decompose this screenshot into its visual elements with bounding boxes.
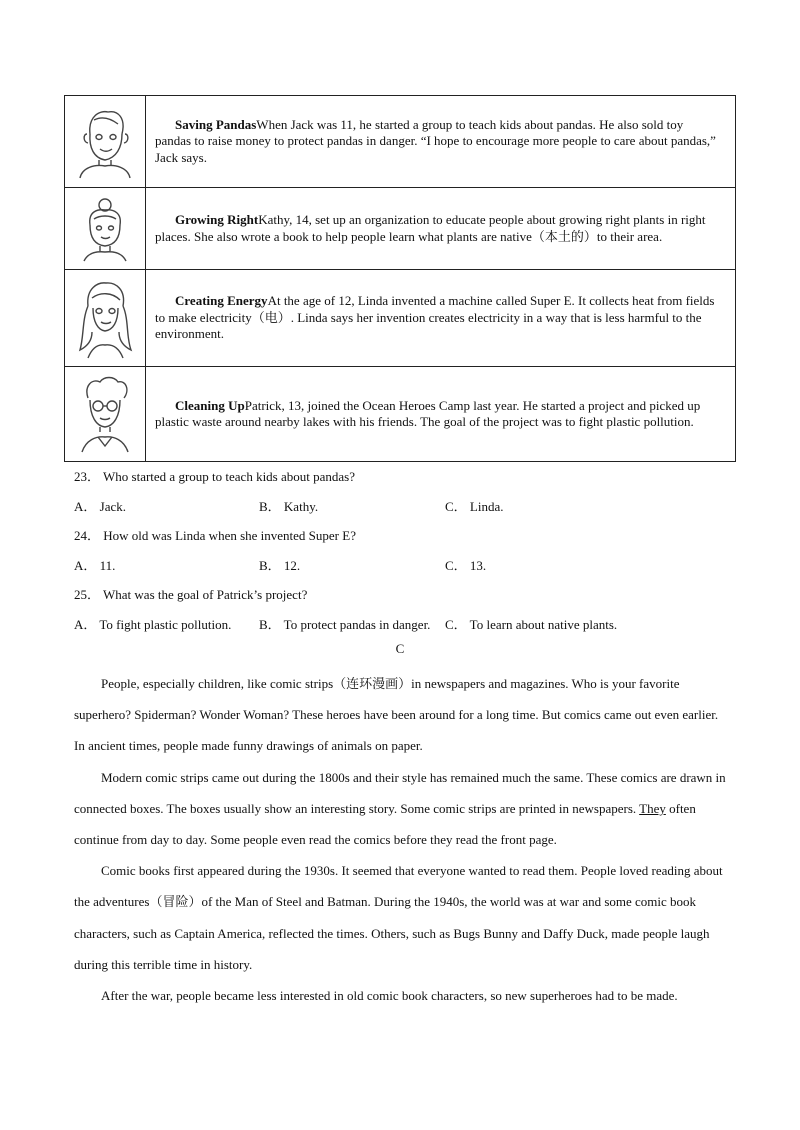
boy-portrait-icon (70, 104, 140, 180)
underlined-word: They (639, 800, 666, 816)
kid-text: At the age of 12, Linda invented a machine called Super E. It collects heat from fields to make electricity（电）. Linda says her invention creates electricity in a way that is less harmful to the environment. (155, 293, 715, 342)
paragraph-2 (74, 762, 730, 856)
option-24-a[interactable]: A． 11. (74, 558, 116, 573)
portrait-cell (65, 96, 146, 188)
girl-bun-portrait-icon (74, 195, 136, 263)
boy-glasses-portrait-icon (74, 374, 136, 454)
kid-text: When Jack was 11, he started a group to teach kids about pandas. He also sold toy pandas to raise money to protect pandas in danger. “I hope to encourage more people to care about pandas,” Jack says. (155, 116, 716, 165)
kid-title: Cleaning Up (175, 397, 245, 413)
option-25-a[interactable]: A． To fight plastic pollution. (74, 617, 232, 632)
option-24-c[interactable]: C． 13. (445, 558, 487, 573)
section-letter: C (395, 641, 405, 656)
paragraph-1: People, especially children, like comic strips（连环漫画）in newspapers and magazines. Who is your favorite superhero? Spiderman? Wonder Woman? These heroes have been around for a long time. But comics came out even earlier. In ancient times, people made funny drawings of animals on paper. (74, 676, 719, 754)
option-23-a[interactable]: A． Jack. (74, 499, 126, 514)
portrait-cell (65, 270, 146, 367)
kid-description (146, 270, 736, 367)
table-row (65, 270, 736, 367)
girl-long-hair-portrait-icon (74, 276, 136, 360)
option-25-b[interactable]: B． To protect pandas in danger. (259, 617, 431, 632)
kid-title: Growing Right (175, 212, 259, 227)
reading-passage (74, 668, 730, 1011)
option-25-c[interactable]: C． To learn about native plants. (445, 617, 618, 632)
question-23: 23． Who started a group to teach kids about pandas? (74, 469, 355, 484)
kid-title: Creating Energy (175, 293, 268, 309)
table-row (65, 96, 736, 188)
kids-table (64, 95, 736, 462)
portrait-cell (65, 367, 146, 462)
kid-text: Patrick, 13, joined the Ocean Heroes Camp last year. He started a project and picked up plastic waste around nearby lakes with his friends. The goal of the project was to fight plastic pollution. (155, 397, 701, 429)
option-24-b[interactable]: B． 12. (259, 558, 301, 573)
paragraph-2-end: often continue from day to day. Some people even read the comics before they read the front page. (74, 800, 696, 848)
kid-title: Saving Pandas (175, 116, 257, 132)
question-24: 24． How old was Linda when she invented Super E? (74, 528, 356, 543)
option-23-b[interactable]: B． Kathy. (259, 499, 319, 514)
kid-description (146, 188, 736, 270)
paragraph-3: Comic books first appeared during the 1930s. It seemed that everyone wanted to read them. People loved reading about the adventures（冒险）of the Man of Steel and Batman. During the 1940s, the world was at war and some comic book characters, such as Captain America, reflected the times. Others, such as Bugs Bunny and Daffy Duck, made people laugh during this terrible time in history. (74, 863, 723, 972)
paragraph-2-start: Modern comic strips came out during the 1800s and their style has remained much the same. These comics are drawn in connected boxes. The boxes usually show an interesting story. Some comic strips are printed in newspapers. (74, 769, 726, 816)
option-23-c[interactable]: C． Linda. (445, 499, 504, 514)
kid-description (146, 96, 736, 188)
portrait-cell (65, 188, 146, 270)
table-row (65, 367, 736, 462)
kid-description (146, 367, 736, 462)
kid-text: Kathy, 14, set up an organization to educate people about growing right plants in right places. She also wrote a book to help people learn what plants are native（本土的）to their area. (155, 212, 706, 244)
paragraph-4: After the war, people became less interested in old comic book characters, so new superheroes had to be made. (101, 988, 678, 1004)
question-25: 25． What was the goal of Patrick’s project? (74, 587, 308, 602)
table-row (65, 188, 736, 270)
